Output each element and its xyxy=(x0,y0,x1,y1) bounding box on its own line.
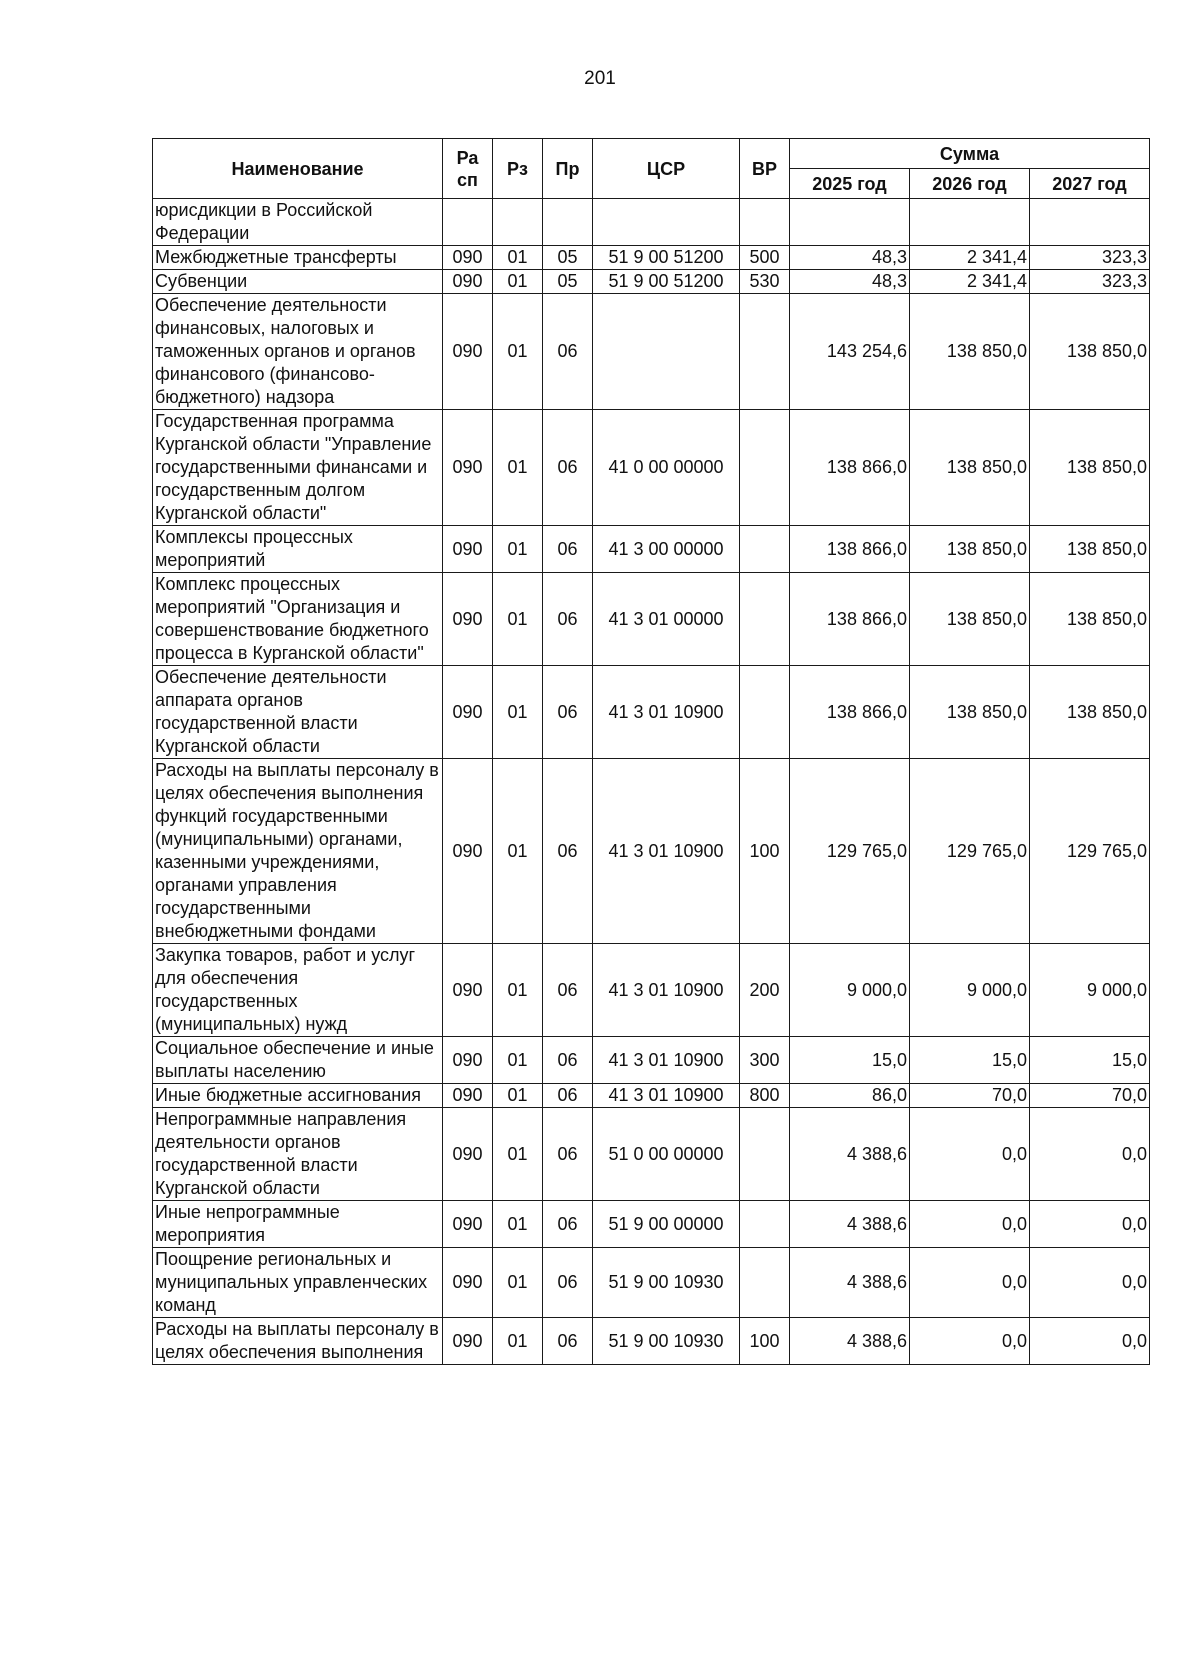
cell-rz: 01 xyxy=(493,1108,543,1201)
cell-2027: 138 850,0 xyxy=(1030,666,1150,759)
cell-vr: 800 xyxy=(740,1084,790,1108)
cell-name: Социальное обеспечение и иные выплаты населению xyxy=(153,1037,443,1084)
table-row xyxy=(153,1084,1150,1108)
cell-2027: 138 850,0 xyxy=(1030,294,1150,410)
cell-2026: 9 000,0 xyxy=(910,944,1030,1037)
table-row xyxy=(153,270,1150,294)
cell-2025: 4 388,6 xyxy=(790,1201,910,1248)
cell-name: Комплексы процессных мероприятий xyxy=(153,526,443,573)
cell-vr: 100 xyxy=(740,1318,790,1365)
header-pr: Пр xyxy=(543,139,593,199)
cell-rasp: 090 xyxy=(443,526,493,573)
cell-2025: 86,0 xyxy=(790,1084,910,1108)
cell-vr xyxy=(740,294,790,410)
cell-rz: 01 xyxy=(493,666,543,759)
cell-2025: 129 765,0 xyxy=(790,759,910,944)
cell-2025: 9 000,0 xyxy=(790,944,910,1037)
cell-pr: 05 xyxy=(543,246,593,270)
table-row xyxy=(153,526,1150,573)
cell-2025: 4 388,6 xyxy=(790,1248,910,1318)
cell-pr: 06 xyxy=(543,294,593,410)
cell-2025: 138 866,0 xyxy=(790,410,910,526)
cell-2026: 0,0 xyxy=(910,1318,1030,1365)
header-2025: 2025 год xyxy=(790,169,910,199)
cell-name: Расходы на выплаты персоналу в целях обеспечения выполнения xyxy=(153,1318,443,1365)
cell-rasp: 090 xyxy=(443,294,493,410)
cell-2025: 48,3 xyxy=(790,246,910,270)
table-row xyxy=(153,944,1150,1037)
cell-rz: 01 xyxy=(493,944,543,1037)
cell-2026: 70,0 xyxy=(910,1084,1030,1108)
cell-rz: 01 xyxy=(493,1037,543,1084)
cell-pr: 06 xyxy=(543,1248,593,1318)
cell-rasp: 090 xyxy=(443,944,493,1037)
cell-csr: 41 3 01 10900 xyxy=(593,1037,740,1084)
cell-2026: 129 765,0 xyxy=(910,759,1030,944)
cell-pr: 06 xyxy=(543,1201,593,1248)
header-sum: Сумма xyxy=(790,139,1150,169)
cell-rasp: 090 xyxy=(443,1201,493,1248)
header-name: Наименование xyxy=(153,139,443,199)
cell-rasp: 090 xyxy=(443,1108,493,1201)
cell-name: Поощрение региональных и муниципальных управленческих команд xyxy=(153,1248,443,1318)
cell-pr: 06 xyxy=(543,1108,593,1201)
header-vr: ВР xyxy=(740,139,790,199)
cell-2026: 15,0 xyxy=(910,1037,1030,1084)
cell-csr: 41 3 01 10900 xyxy=(593,759,740,944)
cell-2027: 138 850,0 xyxy=(1030,573,1150,666)
cell-2025: 15,0 xyxy=(790,1037,910,1084)
cell-csr xyxy=(593,294,740,410)
cell-csr xyxy=(593,199,740,246)
cell-rz: 01 xyxy=(493,410,543,526)
cell-pr: 05 xyxy=(543,270,593,294)
cell-csr: 51 9 00 10930 xyxy=(593,1318,740,1365)
cell-rz: 01 xyxy=(493,246,543,270)
cell-vr xyxy=(740,526,790,573)
table-row xyxy=(153,1318,1150,1365)
cell-rasp: 090 xyxy=(443,410,493,526)
cell-name: Расходы на выплаты персоналу в целях обеспечения выполнения функций государственными (муниципальными) органами, казенными учреждениями, органами управления государственными внебюджетными фондами xyxy=(153,759,443,944)
table-row xyxy=(153,573,1150,666)
cell-name: Комплекс процессных мероприятий "Организация и совершенствование бюджетного процесса в Курганской области" xyxy=(153,573,443,666)
cell-rz: 01 xyxy=(493,573,543,666)
cell-rz: 01 xyxy=(493,1201,543,1248)
table-row xyxy=(153,246,1150,270)
table-row xyxy=(153,759,1150,944)
cell-csr: 41 3 01 10900 xyxy=(593,666,740,759)
cell-pr: 06 xyxy=(543,410,593,526)
cell-2027: 323,3 xyxy=(1030,246,1150,270)
cell-rasp: 090 xyxy=(443,1037,493,1084)
cell-rz xyxy=(493,199,543,246)
cell-2027: 129 765,0 xyxy=(1030,759,1150,944)
table-body xyxy=(153,199,1150,1365)
cell-rz: 01 xyxy=(493,294,543,410)
cell-vr: 100 xyxy=(740,759,790,944)
table-row xyxy=(153,1248,1150,1318)
cell-pr: 06 xyxy=(543,759,593,944)
cell-vr xyxy=(740,199,790,246)
cell-rasp: 090 xyxy=(443,666,493,759)
header-2027: 2027 год xyxy=(1030,169,1150,199)
cell-name: Иные непрограммные мероприятия xyxy=(153,1201,443,1248)
cell-2025: 4 388,6 xyxy=(790,1108,910,1201)
cell-2027: 323,3 xyxy=(1030,270,1150,294)
cell-rz: 01 xyxy=(493,1248,543,1318)
table-row xyxy=(153,199,1150,246)
cell-2027: 0,0 xyxy=(1030,1201,1150,1248)
cell-pr: 06 xyxy=(543,944,593,1037)
cell-rasp: 090 xyxy=(443,1248,493,1318)
cell-2025 xyxy=(790,199,910,246)
cell-csr: 51 9 00 10930 xyxy=(593,1248,740,1318)
page-number: 201 xyxy=(584,68,616,89)
cell-2026: 138 850,0 xyxy=(910,666,1030,759)
cell-vr: 530 xyxy=(740,270,790,294)
cell-2026: 2 341,4 xyxy=(910,270,1030,294)
cell-rz: 01 xyxy=(493,1318,543,1365)
header-rasp xyxy=(443,139,493,199)
cell-2027: 0,0 xyxy=(1030,1248,1150,1318)
cell-2026: 0,0 xyxy=(910,1248,1030,1318)
cell-pr: 06 xyxy=(543,1037,593,1084)
cell-rasp xyxy=(443,199,493,246)
cell-2026 xyxy=(910,199,1030,246)
cell-vr xyxy=(740,666,790,759)
table-row xyxy=(153,1108,1150,1201)
cell-vr xyxy=(740,1248,790,1318)
cell-csr: 51 9 00 51200 xyxy=(593,246,740,270)
table-header xyxy=(153,139,1150,199)
cell-2027: 15,0 xyxy=(1030,1037,1150,1084)
cell-rasp: 090 xyxy=(443,1318,493,1365)
cell-2027: 138 850,0 xyxy=(1030,526,1150,573)
header-rasp-bottom: сп xyxy=(457,169,478,190)
cell-name: юрисдикции в Российской Федерации xyxy=(153,199,443,246)
cell-2027: 0,0 xyxy=(1030,1108,1150,1201)
cell-name: Непрограммные направления деятельности органов государственной власти Курганской области xyxy=(153,1108,443,1201)
cell-2026: 138 850,0 xyxy=(910,526,1030,573)
cell-2026: 2 341,4 xyxy=(910,246,1030,270)
cell-2027 xyxy=(1030,199,1150,246)
cell-csr: 41 3 01 00000 xyxy=(593,573,740,666)
cell-csr: 51 9 00 51200 xyxy=(593,270,740,294)
cell-name: Межбюджетные трансферты xyxy=(153,246,443,270)
cell-2026: 0,0 xyxy=(910,1108,1030,1201)
table-row xyxy=(153,294,1150,410)
cell-2025: 48,3 xyxy=(790,270,910,294)
cell-rz: 01 xyxy=(493,759,543,944)
header-2026: 2026 год xyxy=(910,169,1030,199)
cell-2026: 138 850,0 xyxy=(910,573,1030,666)
cell-vr xyxy=(740,1201,790,1248)
cell-name: Обеспечение деятельности финансовых, налоговых и таможенных органов и органов финансового (финансово-бюджетного) надзора xyxy=(153,294,443,410)
cell-rasp: 090 xyxy=(443,759,493,944)
cell-vr: 500 xyxy=(740,246,790,270)
cell-rasp: 090 xyxy=(443,246,493,270)
cell-2026: 138 850,0 xyxy=(910,294,1030,410)
cell-rz: 01 xyxy=(493,270,543,294)
cell-rasp: 090 xyxy=(443,1084,493,1108)
cell-name: Обеспечение деятельности аппарата органов государственной власти Курганской области xyxy=(153,666,443,759)
cell-2027: 0,0 xyxy=(1030,1318,1150,1365)
cell-2025: 138 866,0 xyxy=(790,573,910,666)
table-row xyxy=(153,410,1150,526)
cell-2026: 138 850,0 xyxy=(910,410,1030,526)
table-row xyxy=(153,1037,1150,1084)
cell-name: Закупка товаров, работ и услуг для обеспечения государственных (муниципальных) нужд xyxy=(153,944,443,1037)
cell-pr: 06 xyxy=(543,666,593,759)
cell-2027: 138 850,0 xyxy=(1030,410,1150,526)
cell-pr: 06 xyxy=(543,526,593,573)
cell-csr: 41 3 00 00000 xyxy=(593,526,740,573)
cell-pr: 06 xyxy=(543,1318,593,1365)
cell-rasp: 090 xyxy=(443,573,493,666)
cell-csr: 41 3 01 10900 xyxy=(593,1084,740,1108)
budget-table xyxy=(152,138,1150,1365)
cell-2026: 0,0 xyxy=(910,1201,1030,1248)
cell-csr: 41 3 01 10900 xyxy=(593,944,740,1037)
table-row xyxy=(153,1201,1150,1248)
cell-csr: 41 0 00 00000 xyxy=(593,410,740,526)
cell-pr: 06 xyxy=(543,1084,593,1108)
cell-rasp: 090 xyxy=(443,270,493,294)
header-rz: Рз xyxy=(493,139,543,199)
cell-rz: 01 xyxy=(493,526,543,573)
cell-2025: 138 866,0 xyxy=(790,666,910,759)
table-row xyxy=(153,666,1150,759)
cell-rz: 01 xyxy=(493,1084,543,1108)
cell-name: Государственная программа Курганской области "Управление государственными финансами и государственным долгом Курганской области" xyxy=(153,410,443,526)
cell-name: Иные бюджетные ассигнования xyxy=(153,1084,443,1108)
cell-vr: 200 xyxy=(740,944,790,1037)
header-rasp-top: Ра xyxy=(456,147,479,168)
cell-2025: 4 388,6 xyxy=(790,1318,910,1365)
header-csr: ЦСР xyxy=(593,139,740,199)
cell-vr xyxy=(740,410,790,526)
cell-pr: 06 xyxy=(543,573,593,666)
cell-2025: 138 866,0 xyxy=(790,526,910,573)
cell-pr xyxy=(543,199,593,246)
cell-2027: 70,0 xyxy=(1030,1084,1150,1108)
cell-vr xyxy=(740,1108,790,1201)
cell-name: Субвенции xyxy=(153,270,443,294)
cell-csr: 51 9 00 00000 xyxy=(593,1201,740,1248)
cell-csr: 51 0 00 00000 xyxy=(593,1108,740,1201)
cell-2025: 143 254,6 xyxy=(790,294,910,410)
cell-vr xyxy=(740,573,790,666)
cell-2027: 9 000,0 xyxy=(1030,944,1150,1037)
cell-vr: 300 xyxy=(740,1037,790,1084)
